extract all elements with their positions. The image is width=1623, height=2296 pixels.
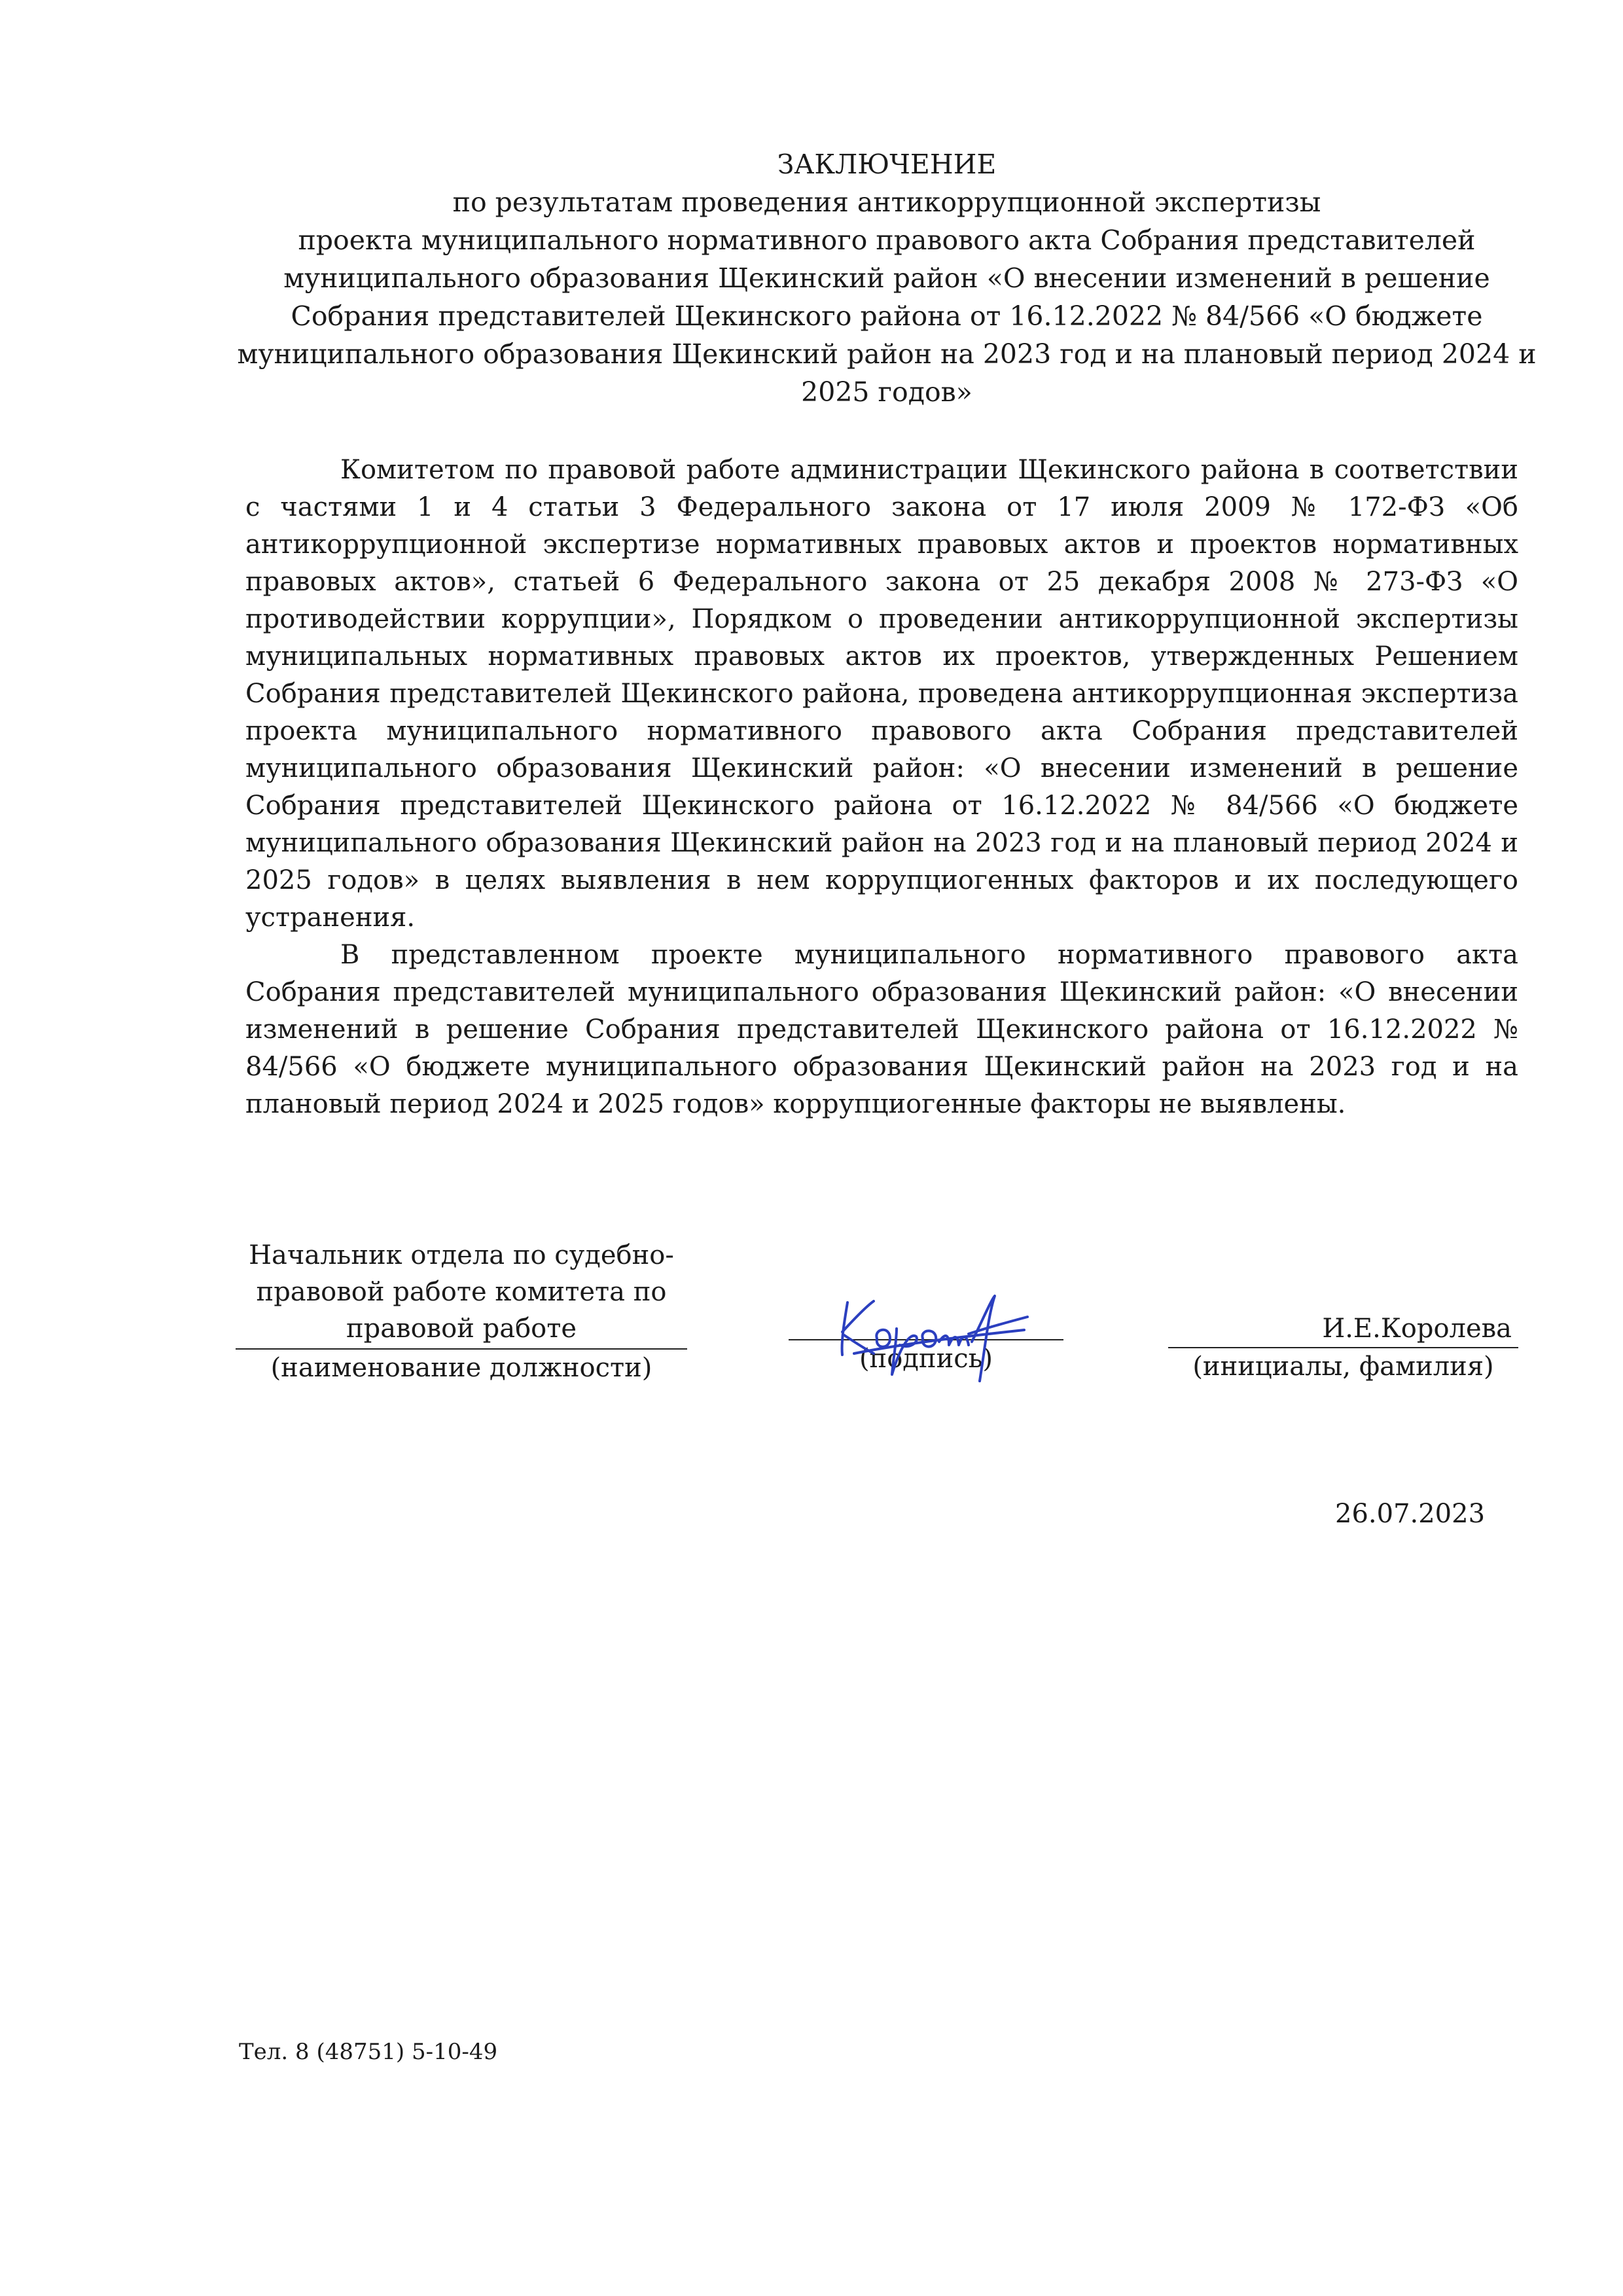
document-body bbox=[245, 452, 1518, 1123]
name-block bbox=[1168, 1310, 1518, 1385]
document-date: 26.07.2023 bbox=[1335, 1499, 1486, 1529]
subtitle-line-3: муниципального образования Щекинский район «О внесении изменений в решение bbox=[283, 262, 1490, 294]
document-title: ЗАКЛЮЧЕНИЕ bbox=[777, 149, 997, 180]
position-caption: (наименование должности) bbox=[270, 1353, 652, 1383]
phone-number: Тел. 8 (48751) 5-10-49 bbox=[239, 2039, 498, 2065]
position-text bbox=[236, 1237, 687, 1350]
subtitle-line-2: проекта муниципального нормативного правового акта Собрания представителей bbox=[298, 224, 1476, 256]
position-line-2: правовой работе комитета по bbox=[256, 1277, 667, 1307]
subtitle-line-4: Собрания представителей Щекинского района от 16.12.2022 № 84/566 «О бюджете bbox=[291, 300, 1483, 332]
body-paragraph-1: Комитетом по правовой работе администрации Щекинского района в соответствии с частями 1 и 4 статьи 3 Федерального закона от 17 июля 2009 № 172-ФЗ «Об антикоррупционной экспертизе нормативных правовых актов и проектов нормативных правовых актов», статьей 6 Федерального закона от 25 декабря 2008 № 273-ФЗ «О противодействии коррупции», Порядком о проведении антикоррупционной экспертизы муниципальных нормативных правовых актов их проектов, утвержденных Решением Собрания представителей Щекинского района, проведена антикоррупционная экспертиза проекта муниципального нормативного правового акта Собрания представителей муниципального образования Щекинский район: «О внесении изменений в решение Собрания представителей Щекинского района от 16.12.2022 № 84/566 «О бюджете муниципального образования Щекинский район на 2023 год и на плановый период 2024 и 2025 годов» в целях выявления в нем коррупциогенных факторов и их последующего устранения. bbox=[245, 455, 1518, 933]
body-paragraph-2: В представленном проекте муниципального нормативного правового акта Собрания представителей муниципального образования Щекинский район: «О внесении изменений в решение Собрания представителей Щекинского района от 16.12.2022 № 84/566 «О бюджете муниципального образования Щекинский район на 2023 год и на плановый период 2024 и 2025 годов» коррупциогенные факторы не выявлены. bbox=[245, 940, 1518, 1119]
position-line-3: правовой работе bbox=[346, 1314, 577, 1344]
signature-line bbox=[789, 1302, 1063, 1340]
name-caption: (инициалы, фамилия) bbox=[1192, 1352, 1494, 1382]
signer-name: И.Е.Королева bbox=[1168, 1310, 1518, 1348]
position-line-1: Начальник отдела по судебно- bbox=[249, 1240, 674, 1270]
position-block bbox=[236, 1237, 687, 1386]
signature-caption: (подпись) bbox=[859, 1344, 993, 1374]
subtitle-line-1: по результатам проведения антикоррупционной экспертизы bbox=[452, 187, 1321, 218]
signature-block bbox=[789, 1302, 1063, 1377]
subtitle-line-6: 2025 годов» bbox=[801, 376, 972, 408]
subtitle-line-5: муниципального образования Щекинский район на 2023 год и на плановый период 2024 и bbox=[237, 338, 1537, 370]
handwritten-signature bbox=[828, 1276, 1037, 1394]
document-header bbox=[216, 145, 1558, 411]
